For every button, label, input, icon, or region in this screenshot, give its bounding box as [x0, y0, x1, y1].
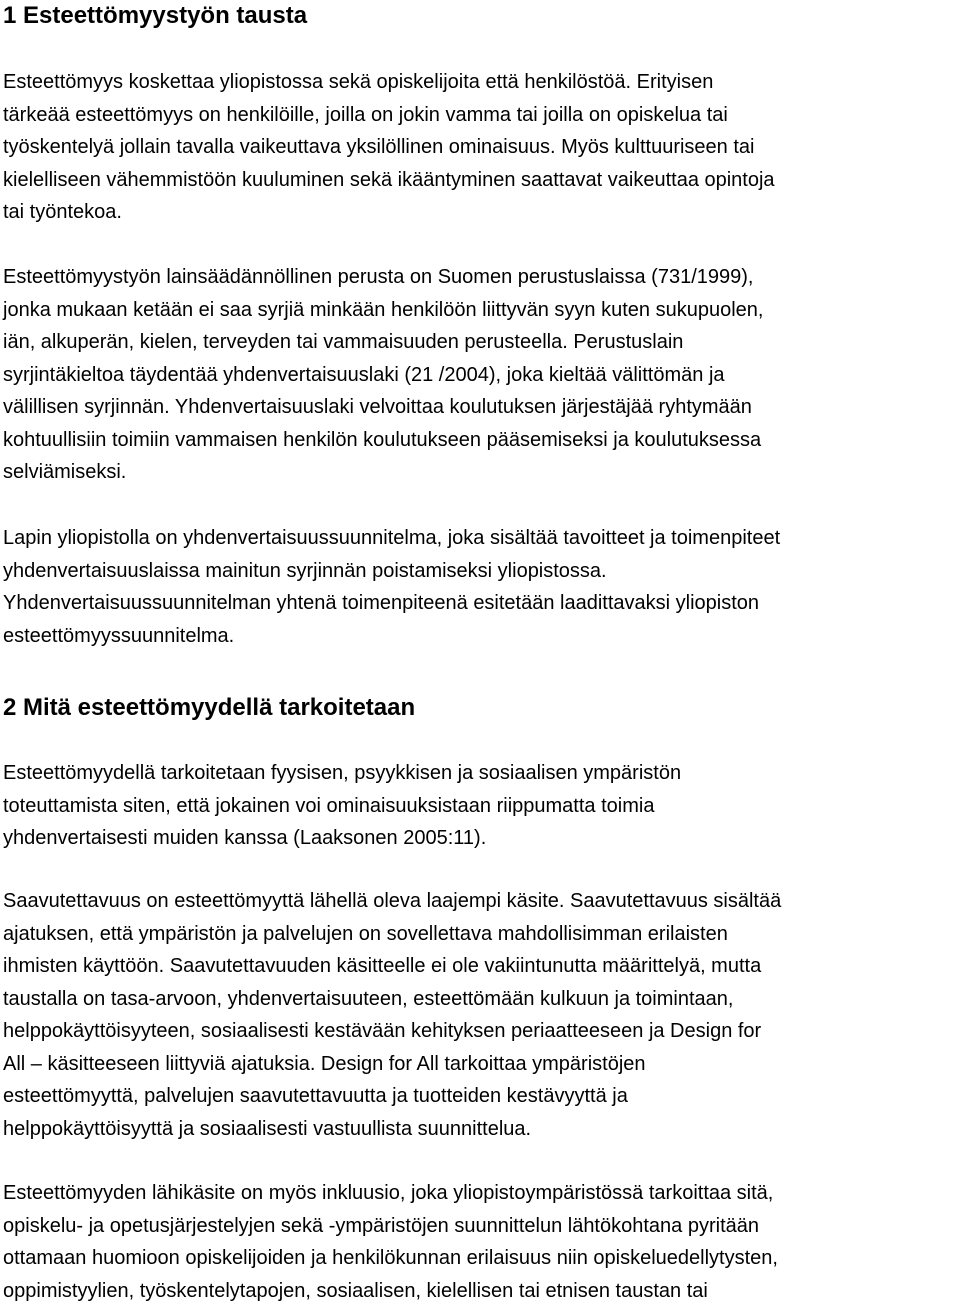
- text-line: opiskelu- ja opetusjärjestelyjen sekä -ympäristöjen suunnittelun lähtökohtana pyritään: [3, 1210, 778, 1243]
- text-line: ihmisten käyttöön. Saavutettavuuden käsitteelle ei ole vakiintunutta määrittelyä, mutta: [3, 950, 781, 983]
- text-line: Lapin yliopistolla on yhdenvertaisuussuunnitelma, joka sisältää tavoitteet ja toimenpiteet: [3, 522, 780, 555]
- paragraph-equality-plan: [3, 522, 780, 652]
- text-line: iän, alkuperän, kielen, terveyden tai vammaisuuden perusteella. Perustuslain: [3, 326, 763, 359]
- section-heading-2: 2 Mitä esteettömyydellä tarkoitetaan: [3, 694, 415, 722]
- paragraph-definition: [3, 757, 681, 855]
- text-line: toteuttamista siten, että jokainen voi ominaisuuksistaan riippumatta toimia: [3, 790, 681, 823]
- text-line: All – käsitteeseen liittyviä ajatuksia. Design for All tarkoittaa ympäristöjen: [3, 1048, 781, 1081]
- section-heading-1: 1 Esteettömyystyön tausta: [3, 2, 307, 30]
- text-line: kohtuullisiin toimiin vammaisen henkilön koulutukseen pääsemiseksi ja koulutuksessa: [3, 424, 763, 457]
- text-line: Esteettömyys koskettaa yliopistossa sekä opiskelijoita että henkilöstöä. Erityisen: [3, 66, 775, 99]
- text-line: Saavutettavuus on esteettömyyttä lähellä oleva laajempi käsite. Saavutettavuus sisältää: [3, 885, 781, 918]
- text-line: taustalla on tasa-arvoon, yhdenvertaisuuteen, esteettömään kulkuun ja toimintaan,: [3, 983, 781, 1016]
- text-line: helppokäyttöisyyteen, sosiaalisesti kestävään kehityksen periaatteeseen ja Design for: [3, 1015, 781, 1048]
- paragraph-accessibility: [3, 885, 781, 1145]
- text-line: ajatuksen, että ympäristön ja palvelujen on sovellettava mahdollisimman erilaisten: [3, 918, 781, 951]
- paragraph-inclusion: [3, 1177, 778, 1307]
- text-line: Esteettömyystyön lainsäädännöllinen perusta on Suomen perustuslaissa (731/1999),: [3, 261, 763, 294]
- text-line: ottamaan huomioon opiskelijoiden ja henkilökunnan erilaisuus niin opiskeluedellytysten,: [3, 1242, 778, 1275]
- text-line: työskentelyä jollain tavalla vaikeuttava yksilöllinen ominaisuus. Myös kulttuuriseen tai: [3, 131, 775, 164]
- text-line: tärkeää esteettömyys on henkilöille, joilla on jokin vamma tai joilla on opiskelua tai: [3, 99, 775, 132]
- text-line: esteettömyyssuunnitelma.: [3, 620, 780, 653]
- paragraph-legal-basis: [3, 261, 763, 489]
- text-line: yhdenvertaisesti muiden kanssa (Laaksonen 2005:11).: [3, 822, 681, 855]
- text-line: helppokäyttöisyyttä ja sosiaalisesti vastuullista suunnittelua.: [3, 1113, 781, 1146]
- text-line: jonka mukaan ketään ei saa syrjiä minkään henkilöön liittyvän syyn kuten sukupuolen,: [3, 294, 763, 327]
- text-line: Esteettömyydellä tarkoitetaan fyysisen, psyykkisen ja sosiaalisen ympäristön: [3, 757, 681, 790]
- text-line: välillisen syrjinnän. Yhdenvertaisuuslaki velvoittaa koulutuksen järjestäjää ryhtymään: [3, 391, 763, 424]
- text-line: kielelliseen vähemmistöön kuuluminen sekä ikääntyminen saattavat vaikeuttaa opintoja: [3, 164, 775, 197]
- text-line: syrjintäkieltoa täydentää yhdenvertaisuuslaki (21 /2004), joka kieltää välittömän ja: [3, 359, 763, 392]
- text-line: selviämiseksi.: [3, 456, 763, 489]
- text-line: Yhdenvertaisuussuunnitelman yhtenä toimenpiteenä esitetään laadittavaksi yliopiston: [3, 587, 780, 620]
- text-line: esteettömyyttä, palvelujen saavutettavuutta ja tuotteiden kestävyyttä ja: [3, 1080, 781, 1113]
- paragraph-background-1: [3, 66, 775, 229]
- text-line: oppimistyylien, työskentelytapojen, sosiaalisen, kielellisen tai etnisen taustan tai: [3, 1275, 778, 1307]
- text-line: tai työntekoa.: [3, 196, 775, 229]
- text-line: yhdenvertaisuuslaissa mainitun syrjinnän poistamiseksi yliopistossa.: [3, 555, 780, 588]
- text-line: Esteettömyyden lähikäsite on myös inkluusio, joka yliopistoympäristössä tarkoittaa sitä,: [3, 1177, 778, 1210]
